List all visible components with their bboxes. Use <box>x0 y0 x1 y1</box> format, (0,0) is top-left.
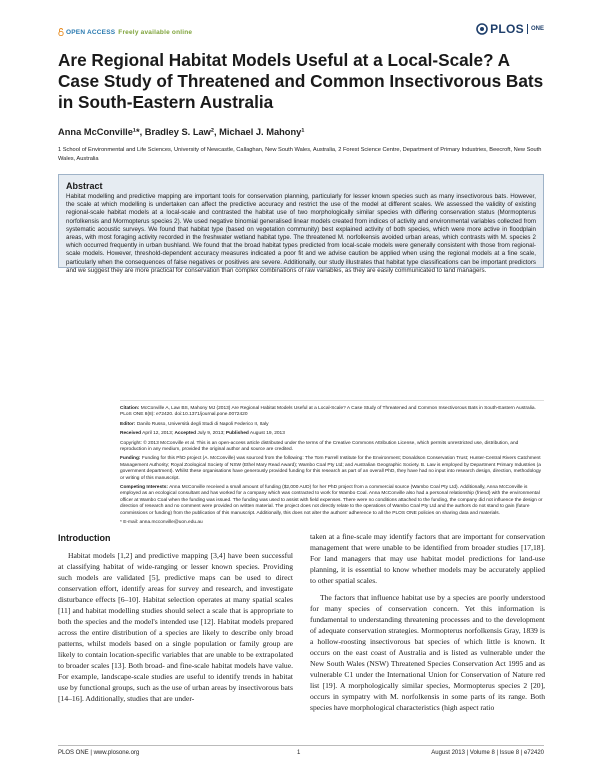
page-number: 1 <box>297 750 301 756</box>
author-list: Anna McConville¹*, Bradley S. Law², Michael J. Mahony¹ <box>58 127 305 137</box>
footer-issue: August 2013 | Volume 8 | Issue 8 | e72420 <box>431 750 544 756</box>
abstract-text: Habitat modelling and predictive mapping are important tools for conservation planning, particularly for lesser known species such as many insectivorous bats. However, the scale at which modelling is undertaken can affect the predictive accuracy and restrict the use of the model at different scales. We assessed the validity of existing regional-scale habitat models at a local-scale and contrasted the habitat use of two morphologically similar species with differing conservation status (Mormopterus norfolkensis and Mormopterus species 2). We used negative binomial generalised linear models created from indices of activity and environmental variables collected from systematic acoustic surveys. We found that habitat type (based on vegetation community) best explained activity of both species, which were more active in floodplain areas, with most foraging activity recorded in the freshwater wetland habitat type. The threatened M. norfolkensis avoided urban areas, which contrasts with M. species 2 which occurred frequently in urban bushland. We found that the broad habitat types predicted from local-scale models were generally consistent with those from regional-scale models. However, threshold-dependent accuracy measures indicated a poor fit and we advise caution be applied when using the regional models at a fine scale, particularly when the consequences of false negatives or positives are severe. Additionally, our study illustrates that habitat type classifications can be important predictors and we suggest they are more practical for conservation than complex combinations of raw variables, as they are easily communicated to land managers. <box>66 193 536 274</box>
paragraph: taken at a fine-scale may identify factors that are important for conservation management that were unable to be identified from broader studies [17,18]. For land managers that may use habitat model predictions for land-use planning, it is essential to know whether models may be accurately applied to other spatial scales. <box>310 532 545 585</box>
metadata-divider <box>120 400 544 401</box>
open-lock-icon <box>58 28 64 36</box>
funding: Funding: Funding for this PhD project (A. McConville) was sourced from the following: The Tom Farrell Institute for the Environment; Donaldson Conservation Trust; Hunter-Central Rivers Catchment Management Authority; Royal Zoological Society of NSW (Ethel Mary Read Award); Wambo Coal Pty Ltd; and Australian Geographic Society. B. Law is employed by Department Primary Industries (a government department). Whilst these organisations have generously provided funding for this research as part of an overall PhD, they have had no input into research design, direction, methodology or writing of this manuscript. <box>120 456 542 481</box>
abstract-box <box>58 174 544 274</box>
contact-email[interactable]: * E-mail: anna.mcconville@uon.edu.au <box>120 520 203 526</box>
journal-sub: ONE <box>530 26 544 32</box>
footer-divider <box>58 745 544 746</box>
logo-divider <box>527 24 528 34</box>
citation: Citation: McConville A, Law BS, Mahony MJ (2013) Are Regional Habitat Models Useful at a Local-Scale? A Case Study of Threatened and Common Insectivorous Bats in South-Eastern Australia. PLoS ONE 8(8): e72420. doi:10.1371/journal.pone.0072420 <box>120 406 536 418</box>
article-title: Are Regional Habitat Models Useful at a Local-Scale? A Case Study of Threatened and Common Insectivorous Bats in South-Eastern Australia <box>58 50 544 112</box>
introduction-heading: Introduction <box>58 533 111 543</box>
affiliations: 1 School of Environmental and Life Sciences, University of Newcastle, Callaghan, New South Wales, Australia, 2 Forest Science Centre, Department of Primary Industries, Beecroft, New South Wales, Australia <box>58 147 542 162</box>
dates: Received April 12, 2013; Accepted July 9, 2013; Published August 19, 2013 <box>120 431 285 437</box>
freely-available-label: Freely available online <box>118 28 193 36</box>
article-metadata <box>120 406 544 530</box>
competing-interests: Competing Interests: Anna McConville received a small amount of funding ($2,000 AUD) for her PhD project from a commercial source (Wambo Coal Pty Ltd). Additionally, Anna McConville is employed as an ecological consultant and has worked for a company which was contracted to work for Wambo Coal. Anna McConville also had a personal relationship (friend) with the environmental officer at Wambo Coal when the funding was issued. The funding was used to assist with field expenses. There were no conditions attached to the funding, the company did not influence the design or direction of research and no comment were provided on written material. The project does not directly relate to the operations of Wambo Coal Pty Ltd and the authors do not stand to gain (future commissions or funding) from the publication of this manuscript. Additionally, this does not alter the authors' adherence to all the PLOS ONE policies on sharing data and materials. <box>120 485 543 516</box>
body-column-right <box>310 531 545 713</box>
body-column-left <box>58 533 293 704</box>
open-access-banner <box>58 28 192 36</box>
plos-logo-icon <box>476 23 488 35</box>
abstract-heading: Abstract <box>66 181 103 191</box>
plos-one-logo[interactable] <box>476 22 544 36</box>
paragraph: Habitat models [1,2] and predictive mapping [3,4] have been successful at classifying habitat of wide-ranging or lesser known species. Providing such models are validated [5], predictive maps can be used to direct conservation effort, identify areas for survey and research, and investigate disturbance effects [6–10]. Habitat selection operates at many spatial scales [11] and habitat modelling studies should select a scale that is appropriate to both the species and the model's intended use [12]. Habitat models prepared across the entire distribution of a species are likely to describe only broad patterns, whilst models based on a single population or family group are likely to contain location-specific variables that are unable to be extrapolated to broader scales [13]. Both broad- and fine-scale habitat models have value. For example, landscape-scale studies are useful to identify trends in habitat use by functional groups, such as the use of urban areas by insectivorous bats [14–16]. Additionally, studies that are under- <box>58 551 293 703</box>
journal-name: PLOS <box>490 22 524 36</box>
paragraph: The factors that influence habitat use by a species are poorly understood for many species of conservation concern. Yet this information is fundamental to understanding threatening processes and to the development of adequate conservation strategies. Mormopterus norfolkensis Gray, 1839 is a hollow-roosting insectivorous bat species of which little is known. It occurs on the east coast of Australia and is listed as vulnerable under the New South Wales (NSW) Threatened Species Conservation Act 1995 and as vulnerable C1 under the International Union for Conservation of Nature red list [19]. A morphologically similar species, Mormopterus species 2 [20], occurs in sympatry with M. norfolkensis in some parts of its range. Both species have morphological characteristics (high aspect ratio <box>310 593 545 712</box>
footer-journal[interactable]: PLOS ONE | www.plosone.org <box>58 750 140 756</box>
open-access-label: OPEN ACCESS <box>66 28 116 36</box>
editor: Editor: Danilo Russo, Università degli Studi di Napoli Federico II, Italy <box>120 421 269 427</box>
copyright: Copyright: © 2013 McConville et al. This is an open-access article distributed under the terms of the Creative Commons Attribution License, which permits unrestricted use, distribution, and reproduction in any medium, provided the original author and source are credited. <box>120 440 519 453</box>
